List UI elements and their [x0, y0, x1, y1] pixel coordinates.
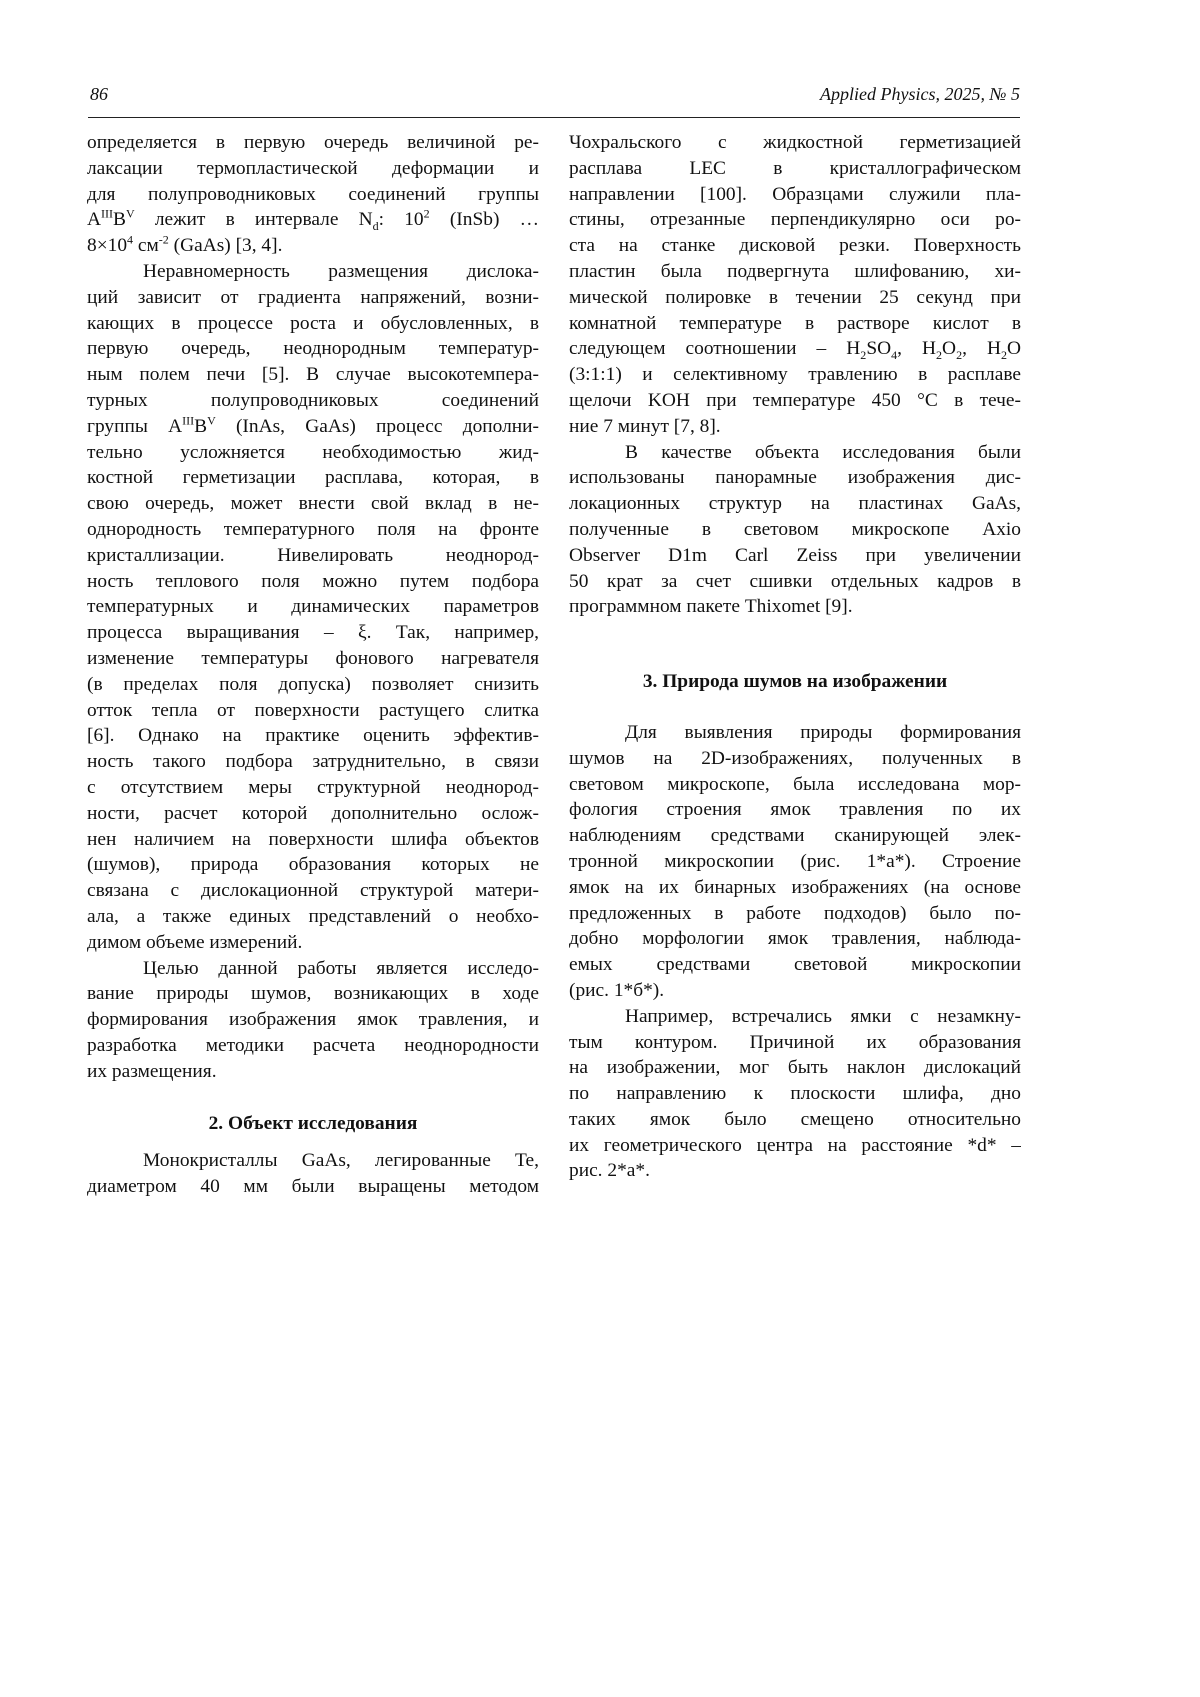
text-line: емых средствами световой микроскопии	[569, 952, 1021, 978]
text-line: полученные в световом микроскопе Axio	[569, 517, 1021, 543]
page-number: 86	[90, 84, 108, 105]
text-line: разработка методики расчета неоднородности	[87, 1033, 539, 1059]
text-line: Целью данной работы является исследо-	[87, 956, 539, 982]
right-column	[569, 130, 1021, 1184]
paragraph	[87, 259, 539, 956]
text-line: первую очередь, неоднородным температур-	[87, 336, 539, 362]
text-line: ций зависит от градиента напряжений, возни-	[87, 285, 539, 311]
text-line: рис. 2*а*.	[569, 1158, 1021, 1184]
text-line: направлении [100]. Образцами служили пла-	[569, 182, 1021, 208]
text-line: [6]. Однако на практике оценить эффектив-	[87, 723, 539, 749]
text-line: костной герметизации расплава, которая, в	[87, 465, 539, 491]
text-line: с отсутствием меры структурной неоднород-	[87, 775, 539, 801]
text-line: однородность температурного поля на фронте	[87, 517, 539, 543]
text-line: ность теплового поля можно путем подбора	[87, 569, 539, 595]
text-line: (в пределах поля допуска) позволяет снизить	[87, 672, 539, 698]
text-line: димом объеме измерений.	[87, 930, 539, 956]
journal-running-header: Applied Physics, 2025, № 5	[820, 84, 1020, 105]
text-line: на изображении, мог быть наклон дислокаций	[569, 1055, 1021, 1081]
text-line: стины, отрезанные перпендикулярно оси ро-	[569, 207, 1021, 233]
text-line: комнатной температуре в растворе кислот в	[569, 311, 1021, 337]
text-line: кристаллизации. Нивелировать неоднород-	[87, 543, 539, 569]
text-line: добно морфологии ямок травления, наблюда-	[569, 926, 1021, 952]
text-line: изменение температуры фонового нагревателя	[87, 646, 539, 672]
section-heading: 2. Объект исследования	[87, 1111, 539, 1137]
text-line: В качестве объекта исследования были	[569, 440, 1021, 466]
text-line: Для выявления природы формирования	[569, 720, 1021, 746]
text-line: свою очередь, может внести свой вклад в не-	[87, 491, 539, 517]
text-line: кающих в процессе роста и обусловленных, в	[87, 311, 539, 337]
paragraph	[87, 956, 539, 1085]
text-line: отток тепла от поверхности растущего слитка	[87, 698, 539, 724]
text-line: расплава LEC в кристаллографическом	[569, 156, 1021, 182]
text-line: AIIIBV лежит в интервале Nd: 102 (InSb) …	[87, 207, 539, 233]
text-line: 8×104 см-2 (GaAs) [3, 4].	[87, 233, 539, 259]
text-line: ным полем печи [5]. В случае высокотемпера-	[87, 362, 539, 388]
text-line: тронной микроскопии (рис. 1*а*). Строение	[569, 849, 1021, 875]
paragraph	[87, 130, 539, 259]
text-line: лаксации термопластической деформации и	[87, 156, 539, 182]
text-line: пластин была подвергнута шлифованию, хи-	[569, 259, 1021, 285]
text-line: диаметром 40 мм были выращены методом	[87, 1174, 539, 1200]
text-line: световом микроскопе, была исследована мор-	[569, 772, 1021, 798]
paragraph	[87, 1148, 539, 1200]
text-line: определяется в первую очередь величиной ре-	[87, 130, 539, 156]
text-line: ста на станке дисковой резки. Поверхность	[569, 233, 1021, 259]
left-column	[87, 130, 539, 1200]
text-line: фология строения ямок травления по их	[569, 797, 1021, 823]
text-line: их размещения.	[87, 1059, 539, 1085]
text-line: шумов на 2D-изображениях, полученных в	[569, 746, 1021, 772]
text-line: Observer D1m Carl Zeiss при увеличении	[569, 543, 1021, 569]
text-line: таких ямок было смещено относительно	[569, 1107, 1021, 1133]
section-heading: 3. Природа шумов на изображении	[569, 669, 1021, 695]
text-line: вание природы шумов, возникающих в ходе	[87, 981, 539, 1007]
text-line: процесса выращивания – ξ. Так, например,	[87, 620, 539, 646]
text-line: Неравномерность размещения дислока-	[87, 259, 539, 285]
text-line: нен наличием на поверхности шлифа объектов	[87, 827, 539, 853]
text-line: ала, а также единых представлений о необхо-	[87, 904, 539, 930]
text-line: Чохральского с жидкостной герметизацией	[569, 130, 1021, 156]
text-line: (шумов), природа образования которых не	[87, 852, 539, 878]
text-line: их геометрического центра на расстояние *d* –	[569, 1133, 1021, 1159]
text-line: 50 крат за счет сшивки отдельных кадров в	[569, 569, 1021, 595]
text-line: ности, расчет которой дополнительно ослож-	[87, 801, 539, 827]
text-line: щелочи KOH при температуре 450 °C в тече-	[569, 388, 1021, 414]
text-line: Монокристаллы GaAs, легированные Te,	[87, 1148, 539, 1174]
text-line: Например, встречались ямки с незамкну-	[569, 1004, 1021, 1030]
text-line: (3:1:1) и селективному травлению в расплаве	[569, 362, 1021, 388]
text-line: следующем соотношении – H2SO4, H2O2, H2O	[569, 336, 1021, 362]
text-line: тым контуром. Причиной их образования	[569, 1030, 1021, 1056]
text-line: по направлению к плоскости шлифа, дно	[569, 1081, 1021, 1107]
text-line: ямок на их бинарных изображениях (на основе	[569, 875, 1021, 901]
text-line: ность такого подбора затруднительно, в связи	[87, 749, 539, 775]
paragraph	[569, 1004, 1021, 1185]
text-line: предложенных в работе подходов) было по-	[569, 901, 1021, 927]
text-line: мической полировке в течении 25 секунд при	[569, 285, 1021, 311]
text-line: наблюдениям средствами сканирующей элек-	[569, 823, 1021, 849]
paragraph	[569, 130, 1021, 440]
text-line: температурных и динамических параметров	[87, 594, 539, 620]
text-line: локационных структур на пластинах GaAs,	[569, 491, 1021, 517]
text-line: группы AIIIBV (InAs, GaAs) процесс дополни-	[87, 414, 539, 440]
text-line: использованы панорамные изображения дис-	[569, 465, 1021, 491]
text-line: турных полупроводниковых соединений	[87, 388, 539, 414]
text-line: программном пакете Thixomet [9].	[569, 594, 1021, 620]
text-line: ние 7 минут [7, 8].	[569, 414, 1021, 440]
text-line: для полупроводниковых соединений группы	[87, 182, 539, 208]
header-rule	[88, 117, 1020, 118]
text-line: (рис. 1*б*).	[569, 978, 1021, 1004]
text-line: формирования изображения ямок травления, и	[87, 1007, 539, 1033]
paragraph	[569, 440, 1021, 621]
paragraph	[569, 720, 1021, 1004]
text-line: тельно усложняется необходимостью жид-	[87, 440, 539, 466]
text-line: связана с дислокационной структурой матери-	[87, 878, 539, 904]
